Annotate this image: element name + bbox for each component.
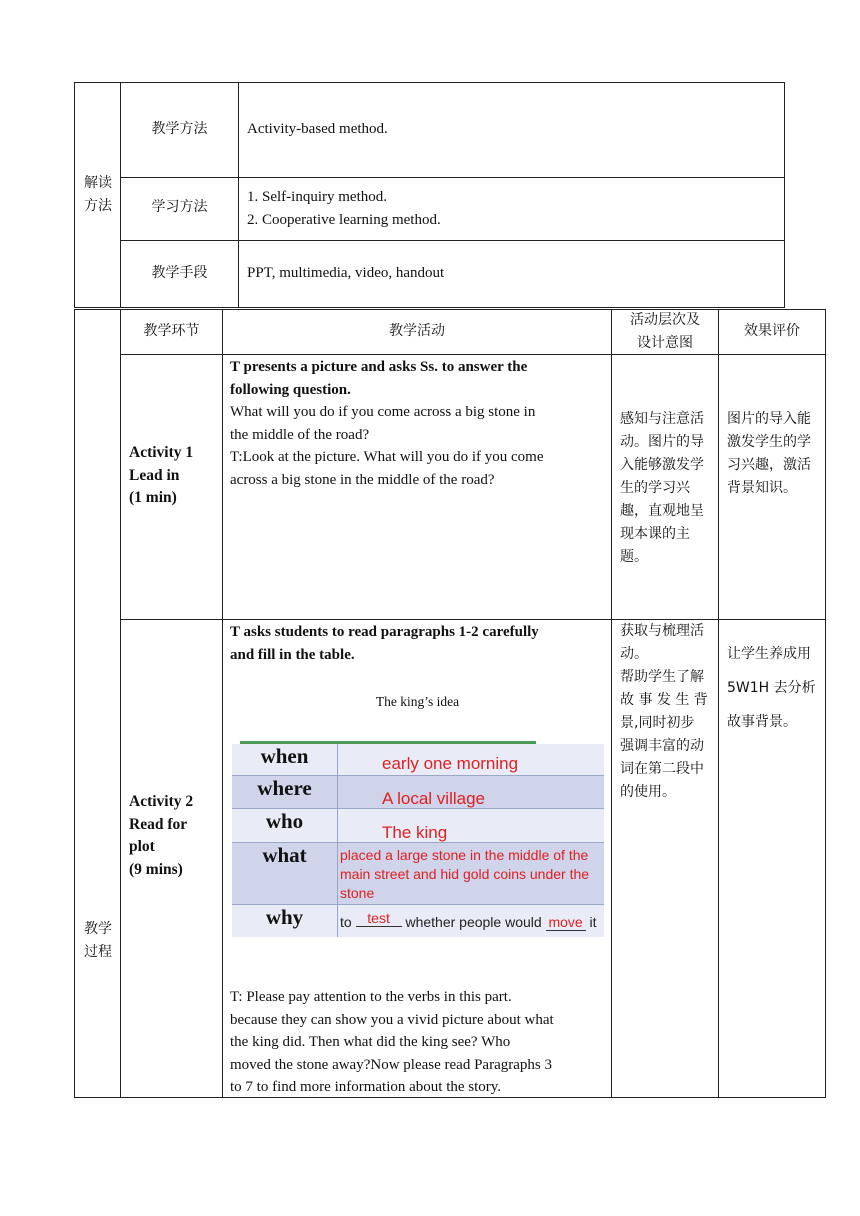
activity2-instruction: T asks students to read paragraphs 1-2 carefully and fill in the table. <box>230 624 539 663</box>
method-section-header: 解读 方法 <box>84 175 112 214</box>
plot-key: why <box>232 905 338 937</box>
plot-value: The king <box>382 823 448 842</box>
blank-test: test <box>356 910 402 927</box>
activity2-description: T: Please pay attention to the verbs in this part. because they can show you a vivid picture about what the king did. Then what did the king see? Who moved the stone away?Now please read Paragraphs 3 to 7 to find more information about the story. <box>230 989 554 1095</box>
process-section-header: 教学 过程 <box>84 921 112 960</box>
plot-key: when <box>232 744 338 775</box>
plot-key: what <box>232 843 338 904</box>
activity1-name: Activity 1 Lead in (1 min) <box>129 444 194 506</box>
teaching-method-content: Activity-based method. <box>247 121 388 137</box>
table-caption: The king’s idea <box>375 694 460 709</box>
learning-method-content: 1. Self-inquiry method. 2. Cooperative learning method. <box>247 189 441 228</box>
activity1-description: T presents a picture and asks Ss. to answer the following question. What will you do if you come across a big stone in the middle of the road? T:Look at the picture. What will you do if you come across a big stone in the middle of the road? <box>230 359 544 488</box>
evaluation-header: 效果评价 <box>744 323 800 339</box>
plot-table <box>230 741 604 937</box>
activity2-name: Activity 2 Read for plot (9 mins) <box>129 793 194 878</box>
activity1-level: 感知与注意活 动。图片的导 入能够激发学 生的学习兴 趣，直观地呈 现本课的主 题。 <box>620 411 704 565</box>
activity2-evaluation: 让学生养成用 5W1H 去分析 故事背景。 <box>727 646 816 730</box>
teaching-method-label: 教学方法 <box>151 121 208 137</box>
activity1-evaluation: 图片的导入能 激发学生的学 习兴趣，激活 背景知识。 <box>727 411 811 496</box>
teaching-means-label: 教学手段 <box>151 265 208 281</box>
plot-row-what <box>232 843 604 905</box>
learning-method-label: 学习方法 <box>151 199 208 215</box>
plot-value: early one morning <box>382 754 519 773</box>
stage-header: 教学环节 <box>143 323 200 339</box>
plot-row-where <box>232 776 604 809</box>
plot-key: where <box>232 776 338 808</box>
plot-value-why: to test whether people would move it <box>340 910 597 930</box>
plot-row-who <box>232 809 604 843</box>
plot-row-why <box>232 905 604 937</box>
teaching-means-content: PPT, multimedia, video, handout <box>247 265 445 281</box>
plot-row-when <box>232 744 604 776</box>
activity2-level: 获取与梳理活 动。 帮助学生了解 故 事 发 生 背 景,同时初步 强调丰富的动 词在第二段中 的使用。 <box>620 623 708 800</box>
activity-header: 教学活动 <box>389 323 445 339</box>
plot-value: placed a large stone in the middle of the main street and hid gold coins under the stone <box>340 847 590 901</box>
level-header: 活动层次及 设计意图 <box>630 312 700 351</box>
plot-key: who <box>232 809 338 842</box>
plot-value: A local village <box>382 789 486 808</box>
blank-move: move <box>546 914 586 931</box>
